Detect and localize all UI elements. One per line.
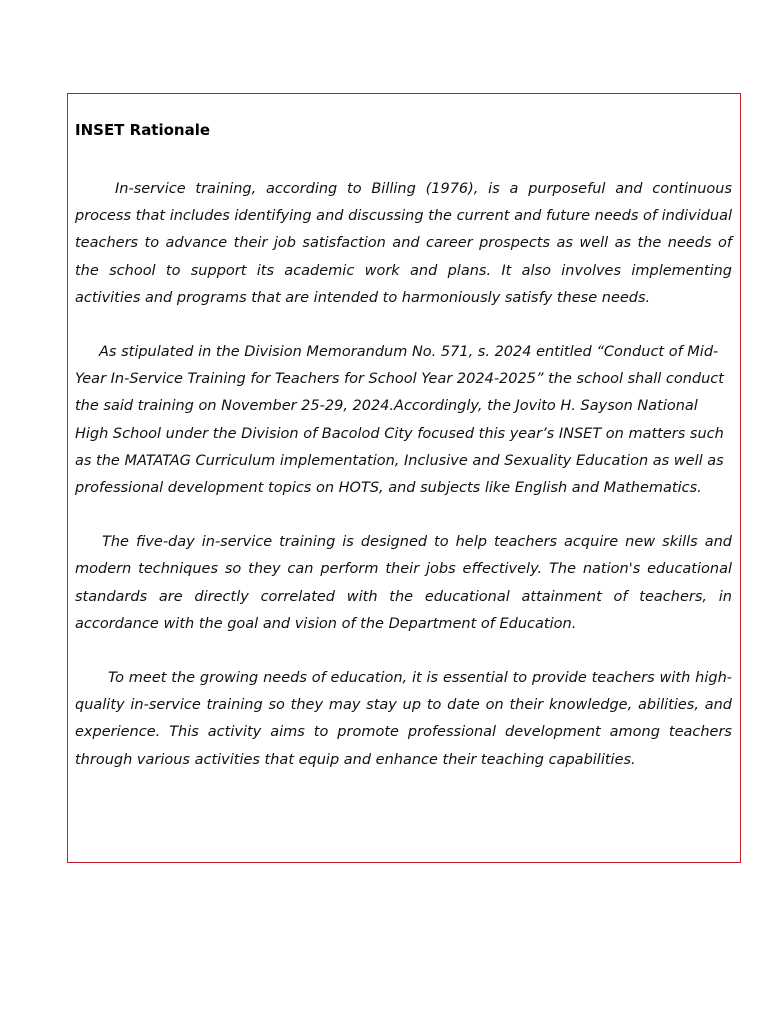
section-title: INSET Rationale <box>75 121 211 139</box>
paragraph-definition: In-service training, according to Billing (1976), is a purposeful and continuous process that includes identifying and discussing the current and future needs of individual teachers to advance their job satisfaction and career prospects as well as the needs of the school to support its academic work and plans. It also involves implementing activities and programs that are intended to harmoniously satisfy these needs. <box>75 181 732 306</box>
paragraph-growing-needs: To meet the growing needs of education, it is essential to provide teachers with high-quality in-service training so they may stay up to date on their knowledge, abilities, and experience. This activity aims to promote professional development among teachers through various activities that equip and enhance their teaching capabilities. <box>75 670 732 768</box>
paragraph-memorandum: As stipulated in the Division Memorandum No. 571, s. 2024 entitled “Conduct of Mid-Year In-Service Training for Teachers for School Year 2024-2025” the school shall conduct the said training on November 25-29, 2024.Accordingly, the Jovito H. Sayson National High School under the Division of Bacolod City focused this year’s INSET on matters such as the MATATAG Curriculum implementation, Inclusive and Sexuality Education as well as professional development topics on HOTS, and subjects like English and Mathematics. <box>75 344 724 497</box>
rationale-box <box>67 93 741 863</box>
paragraph-five-day-training: The five-day in-service training is designed to help teachers acquire new skills and modern techniques so they can perform their jobs effectively. The nation's educational standards are directly correlated with the educational attainment of teachers, in accordance with the goal and vision of the Department of Education. <box>75 534 732 632</box>
